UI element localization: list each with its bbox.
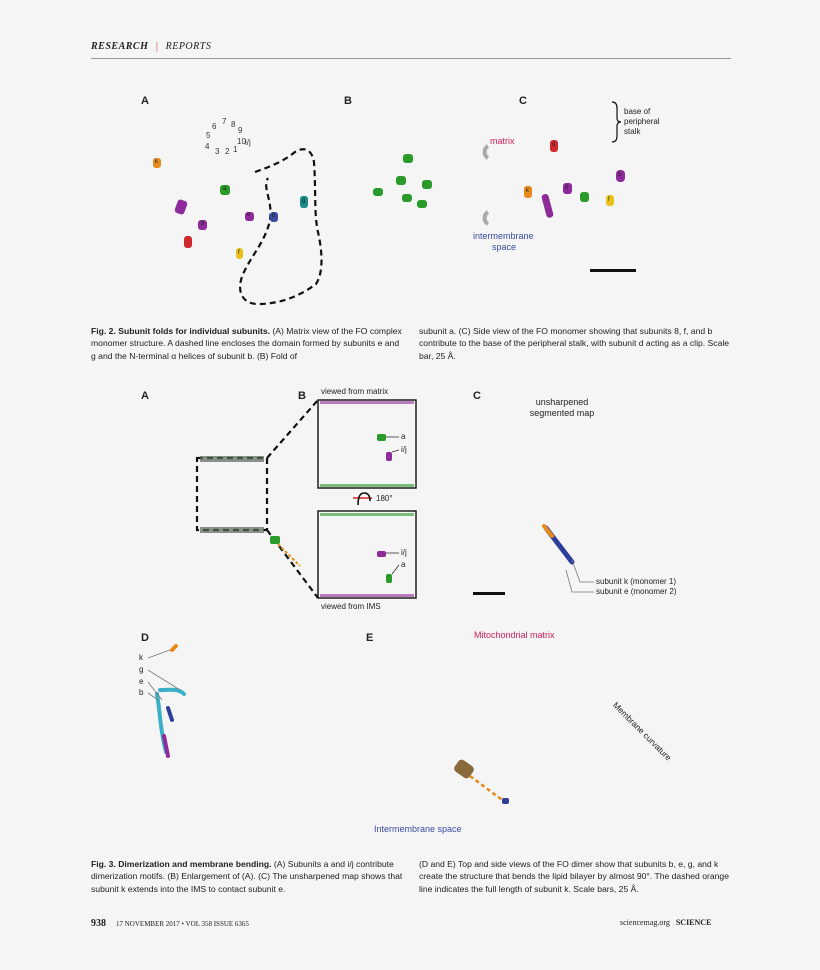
fig2-scale-bar	[590, 269, 636, 272]
fig3a-density-top	[200, 456, 264, 462]
fig2-caption-left	[91, 325, 406, 362]
fig3c-legend-1: subunit k (monomer 1)	[596, 577, 677, 586]
fig3d-label-e: e	[139, 677, 144, 686]
fig3d-leader-g	[148, 670, 180, 690]
fig3b-blob-a-2	[386, 574, 392, 583]
fig3b-box-matrix	[318, 400, 416, 488]
fig3d-leader-k	[148, 650, 170, 658]
fig3-panel-d-label: D	[141, 632, 149, 644]
fig3c-title	[522, 397, 602, 419]
ring-label-ij: i/j	[245, 138, 251, 147]
ring-label-10: 10	[237, 137, 246, 146]
fig2c-label-b: b	[618, 172, 622, 178]
fig2c-matrix-label: matrix	[490, 136, 515, 146]
fig2a-blob-red	[184, 236, 192, 248]
fig2a-label-a: a	[223, 186, 227, 192]
journal-name: SCIENCE	[675, 918, 712, 927]
page-number: 938	[91, 918, 106, 929]
fig3e-dashed-k	[470, 776, 505, 802]
fig2-panel-b-label: B	[344, 95, 352, 107]
fig3b-membrane-mid	[320, 484, 414, 487]
fig3d-strand-k	[172, 646, 176, 650]
ring-label-9: 9	[238, 126, 243, 135]
fig2c-label-8: 8	[565, 185, 569, 191]
fig3-panel-a-label: A	[141, 390, 149, 402]
fig3e-mito-matrix: Mitochondrial matrix	[474, 630, 555, 640]
fig3b-membrane-top	[320, 401, 414, 404]
fig3b-leader-a-2	[392, 565, 399, 574]
ring-label-3: 3	[215, 147, 220, 156]
fig3-panel-c-label: C	[473, 390, 481, 402]
stalk-line-2: peripheral	[624, 117, 660, 126]
fig2a-label-f: f	[238, 250, 240, 256]
stalk-line-3: stalk	[624, 127, 641, 136]
fig3-panel-e-label: E	[366, 632, 374, 644]
fig3e-ims: Intermembrane space	[374, 824, 462, 834]
footer-left	[91, 918, 249, 929]
fig3c-leader-k	[572, 560, 594, 582]
fig2c-blob-green	[580, 192, 589, 202]
fig3d-label-g: g	[139, 665, 144, 674]
fig3-caption-title: Fig. 3. Dimerization and membrane bending.	[91, 859, 272, 869]
fig3-panel-b-label: B	[298, 390, 306, 402]
ring-label-4: 4	[205, 142, 210, 151]
subsection-label: REPORTS	[165, 41, 212, 52]
footer-right	[620, 918, 711, 927]
fig2c-ims-label-2: space	[492, 242, 517, 252]
fig2c-blob-long	[541, 193, 554, 218]
fig3e-blob-end	[502, 798, 509, 804]
fig3b-label-ij: i/j	[401, 445, 407, 454]
fig3b-membrane-b2	[320, 594, 414, 597]
issue-info: 17 NOVEMBER 2017 • VOL 358 ISSUE 6365	[116, 920, 249, 928]
fig3-caption-left	[91, 858, 406, 895]
fig3b-blob-ij-2	[377, 551, 386, 557]
fig3b-blob-a	[377, 434, 386, 441]
fig2-panel-a-label: A	[141, 95, 149, 107]
fig2a-label-k: k	[155, 159, 158, 165]
fig2b-blob-4	[422, 180, 432, 189]
fig2a-dashed-domain	[240, 149, 321, 304]
fig3b-rotation-arrow	[358, 493, 370, 505]
fig3d-label-k: k	[139, 653, 143, 662]
ring-label-7: 7	[222, 117, 227, 126]
fig2a-blob-purple	[174, 199, 188, 216]
fig3b-label-a: a	[401, 432, 406, 441]
fig2a-label-e: e	[247, 212, 251, 218]
fig3b-blob-ij	[386, 452, 392, 461]
fig3a-dashed-box	[197, 458, 267, 530]
fig3d-label-b: b	[139, 688, 144, 697]
fig2c-label-f: f	[608, 197, 610, 203]
fig2a-label-b: b	[272, 213, 276, 219]
fig3b-label-a-2: a	[401, 560, 406, 569]
fig3d-strand-blue	[168, 708, 172, 720]
fig3c-legend-2: subunit e (monomer 2)	[596, 587, 677, 596]
fig2-caption-left-text: (A) Matrix view of the FO complex monomer structure. A dashed line encloses the domain formed by subunits e and g and the N-terminal α helices of subunit b. (B) Fold of	[91, 326, 402, 361]
fig3-caption-right: (D and E) Top and side views of the FO dimer show that subunits b, e, g, and k create the structure that bends the lipid bilayer by almost 90°. The dashed orange line indicates the full length of subunit k. Scale bars, 25 Å.	[419, 859, 729, 894]
stalk-line-1: base of	[624, 107, 651, 116]
fig3a-density-bottom	[200, 527, 264, 533]
fig3-caption-left-text: (A) Subunits a and i/j contribute dimerization motifs. (B) Enlargement of (A). (C) The unsharpened map shows that subunit k extends into the IMS to contact subunit e.	[91, 859, 403, 894]
fig2-caption-title: Fig. 2. Subunit folds for individual subunits.	[91, 326, 271, 336]
fig3c-title-1: unsharpened	[535, 397, 589, 407]
fig2c-stalk-label	[624, 107, 660, 137]
site-link[interactable]: sciencemag.org	[620, 918, 670, 927]
section-label: RESEARCH	[91, 41, 149, 52]
fig2c-label-k: k	[526, 188, 529, 194]
fig2b-blob-3	[373, 188, 383, 196]
fig2a-label-g: g	[302, 198, 306, 204]
fig3a-connector-top	[267, 400, 318, 458]
fig2c-stalk-brace	[612, 102, 621, 142]
ring-label-1: 1	[233, 145, 238, 154]
fig3e-membrane-curvature: Membrane curvature	[610, 700, 674, 763]
ring-label-8: 8	[231, 120, 236, 129]
fig3b-viewed-matrix: viewed from matrix	[321, 387, 389, 396]
fig2b-blob-5	[402, 194, 412, 202]
fig2c-ims-label-1: intermembrane	[473, 231, 534, 241]
fig3b-membrane-b1	[320, 513, 414, 516]
fig3-scale-bar	[473, 592, 505, 595]
fig2b-blob-6	[417, 200, 427, 208]
ring-label-5: 5	[206, 131, 211, 140]
fig3b-rotation-label: 180°	[376, 494, 393, 503]
fig2a-label-8: 8	[201, 221, 205, 227]
ring-label-2: 2	[225, 147, 230, 156]
fig3a-density-tail	[270, 536, 280, 544]
fig3b-label-ij-2: i/j	[401, 548, 407, 557]
fig2c-membrane-bottom	[485, 212, 488, 224]
fig3b-leader-ij	[392, 450, 399, 452]
fig2-caption-right: subunit a. (C) Side view of the FO monomer showing that subunits 8, f, and b contribute to the base of the peripheral stalk, with subunit d acting as a clip. Scale bar, 25 Å.	[419, 326, 730, 361]
fig2-panel-c-label: C	[519, 95, 527, 107]
fig3b-viewed-ims: viewed from IMS	[321, 602, 381, 611]
fig2c-membrane-top	[485, 146, 488, 158]
fig2b-blob-2	[396, 176, 406, 185]
header-separator: |	[155, 41, 159, 52]
fig3c-title-2: segmented map	[529, 408, 595, 418]
ring-label-6: 6	[212, 122, 217, 131]
fig2c-label-d: d	[552, 142, 556, 148]
fig2b-blob-1	[403, 154, 413, 163]
